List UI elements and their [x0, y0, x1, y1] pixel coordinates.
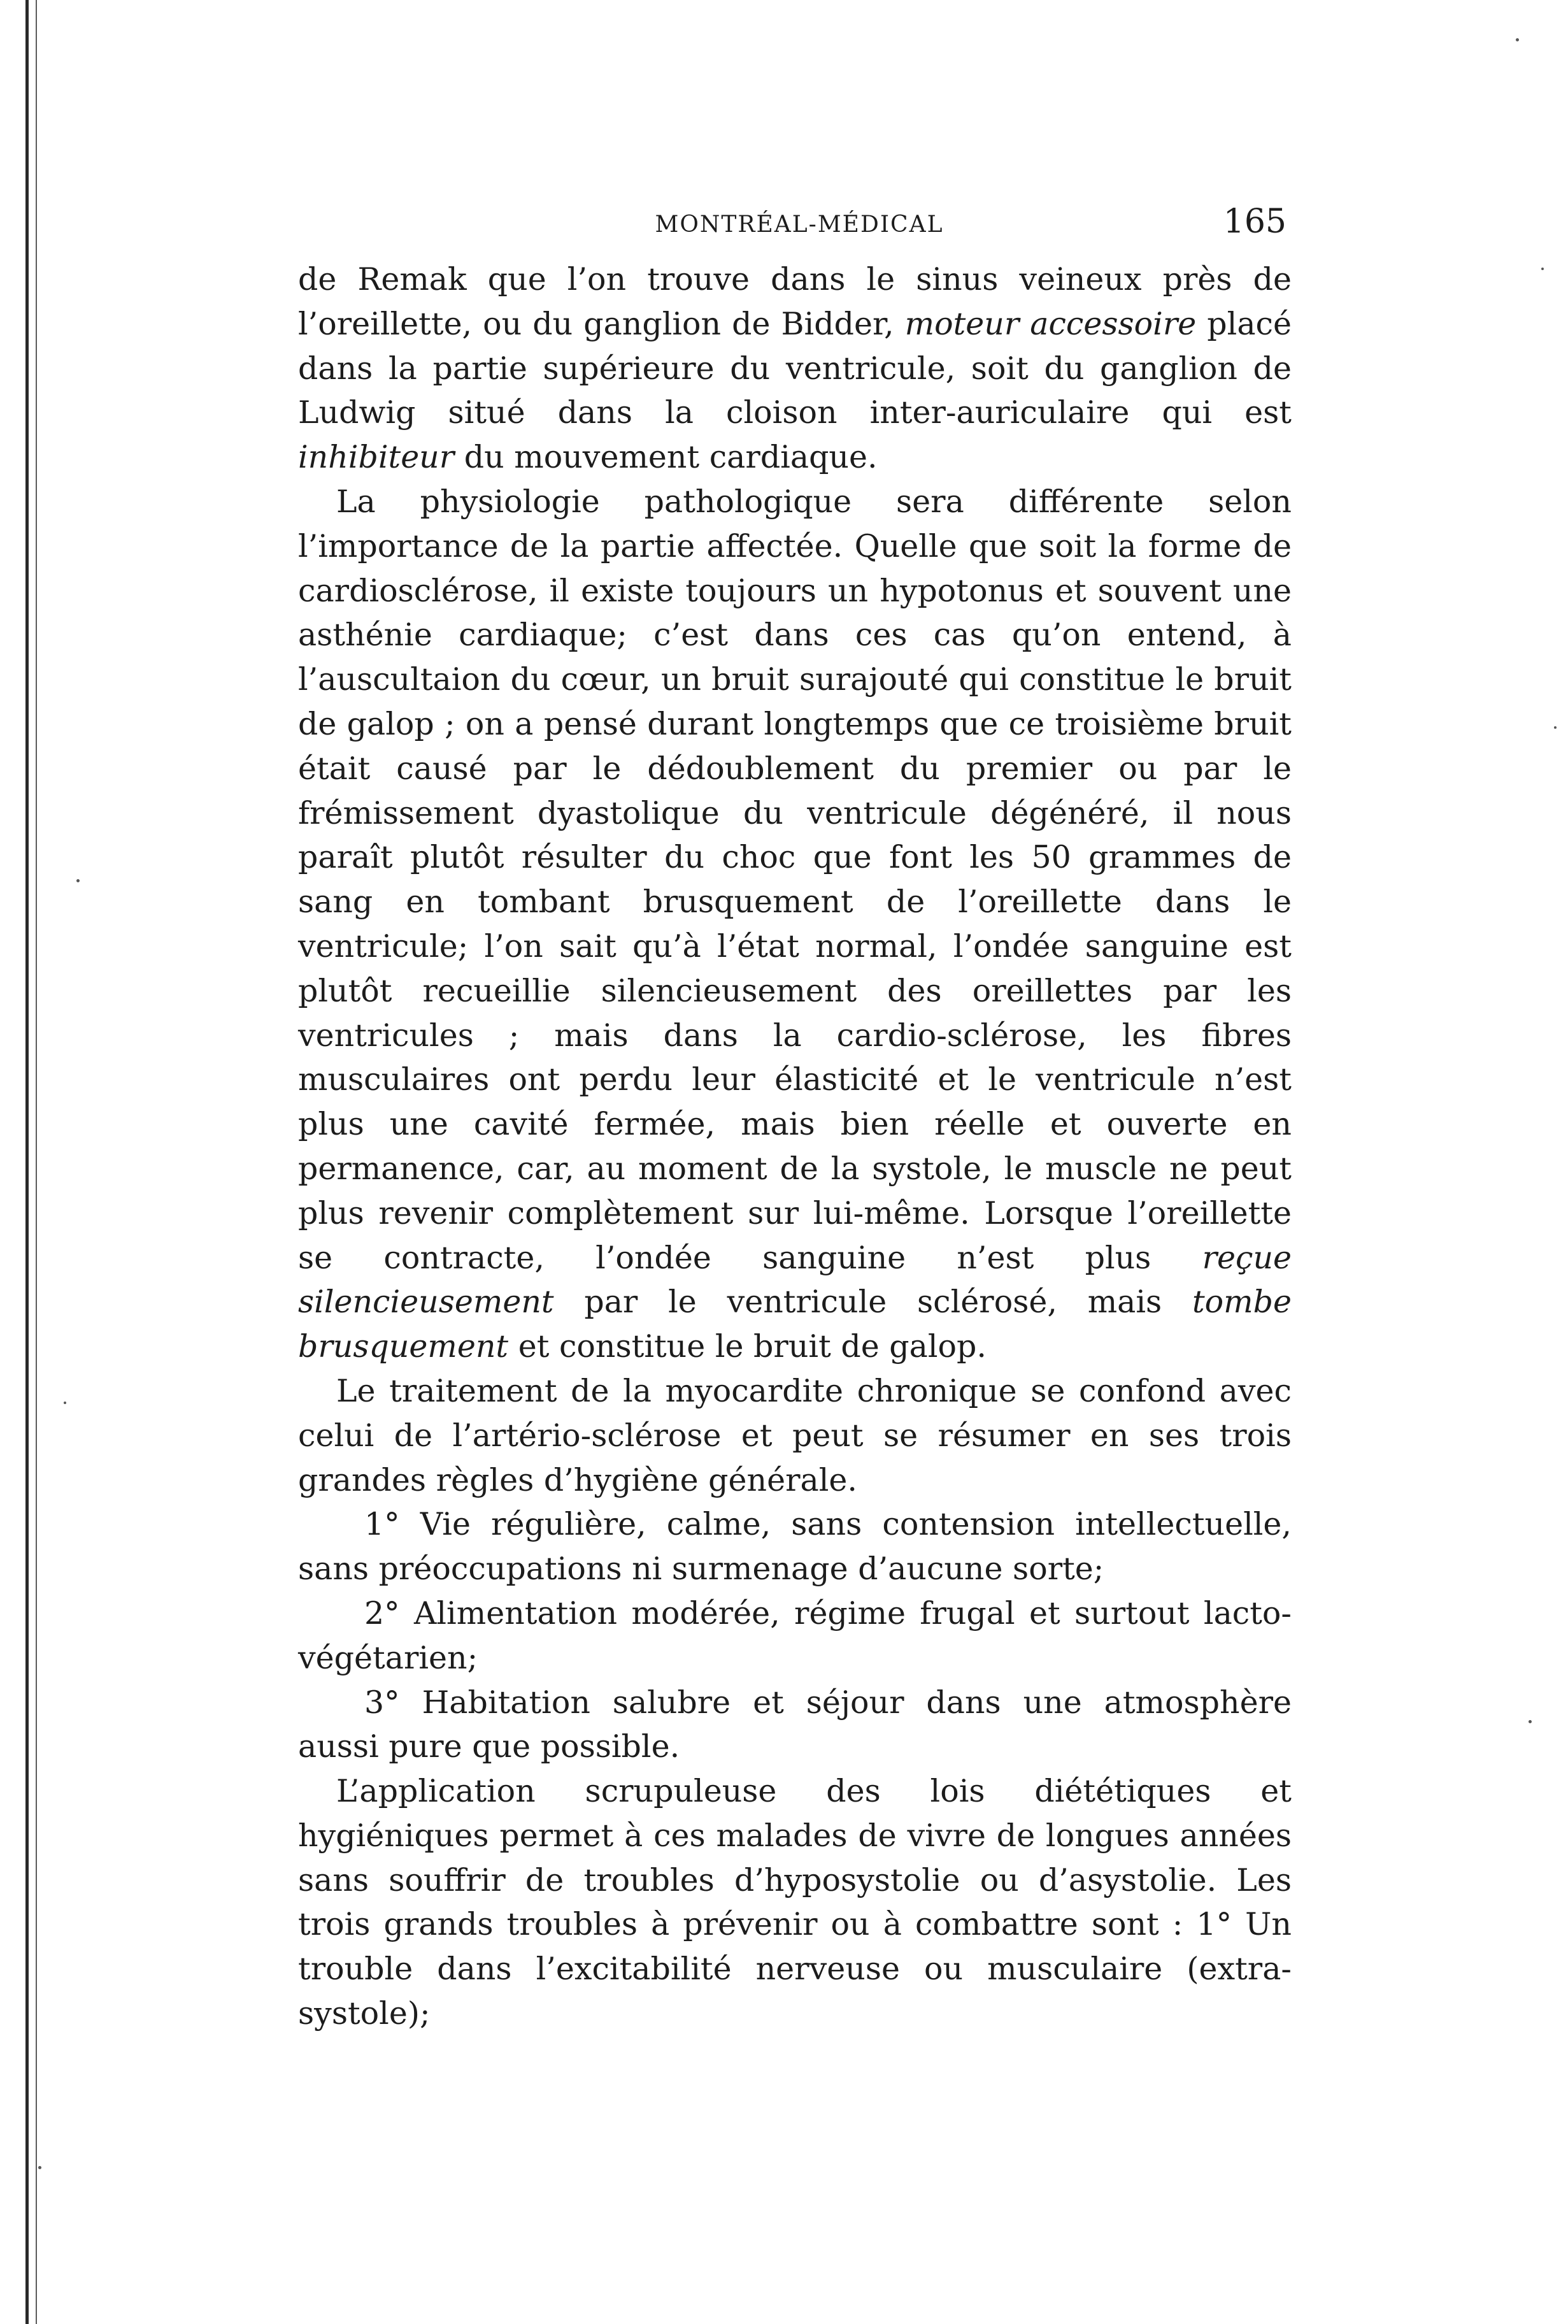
speckle	[64, 1402, 66, 1404]
italic-phrase: reçue silencieusement	[298, 1239, 1292, 1321]
list-item-rule-2: 2° Alimentation modérée, régime frugal et surtout lacto-végétarien;	[298, 1595, 1292, 1676]
paragraph-physiology: La physiologie pathologique sera différente selon l’importance de la partie affectée. Quelle que soit la forme de cardiosclérose, il existe toujours un hypotonus et souvent une asthénie cardiaque; c’est dans ces cas qu’on entend, à l’auscultaion du cœur, un bruit surajouté qui constitue le bruit de galop ; on a pensé durant longtemps que ce troisième bruit était causé par le dédoublement du premier ou par le frémissement dyastolique du ventricule dégénéré, il nous paraît plutôt résulter du choc que font les 50 grammes de sang en tombant brusquement de l’oreillette dans le ventricule; l’on sait qu’à l’état normal, l’ondée sanguine est plutôt recueillie silencieusement des oreillettes par les ventricules ; mais dans la cardio-sclérose, les fibres musculaires ont perdu leur élasticité et le ventricule n’est plus une cavité fermée, mais bien réelle et ouverte en permanence, car, au moment de la systole, le muscle ne peut plus revenir complètement sur lui-même. Lorsque l’oreillette se contracte, l’ondée sanguine n’est plus reçue silencieusement par le ventricule sclérosé, mais tombe brusquement et constitue le bruit de galop.	[298, 483, 1292, 1365]
paragraph-treatment: Le traitement de la myocardite chronique se confond avec celui de l’artério-sclérose et peut se résumer en ses trois grandes règles d’hygiène générale.	[298, 1372, 1292, 1498]
speckle	[76, 879, 80, 882]
speckle	[1541, 268, 1544, 270]
italic-phrase: tombe brusquement	[298, 1284, 1292, 1365]
paragraph-application: L’application scrupuleuse des lois diététiques et hygiéniques permet à ces malades de vivre de longues années sans souffrir de troubles d’hyposystolie ou d’asystolie. Les trois grands troubles à prévenir ou à combattre sont : 1° Un trouble dans l’excitabilité nerveuse ou musculaire (extra-systole);	[298, 1773, 1292, 2032]
page-number: 165	[1223, 203, 1286, 241]
list-item-rule-1: 1° Vie régulière, calme, sans contension intellectuelle, sans préoccupations ni surmenage d’aucune sorte;	[298, 1506, 1292, 1588]
italic-phrase: moteur accessoire	[904, 305, 1197, 342]
speckle	[1554, 726, 1557, 729]
list-item-rule-3: 3° Habitation salubre et séjour dans une atmosphère aussi pure que possible.	[298, 1684, 1292, 1765]
body-text	[298, 257, 1292, 2036]
scan-left-edge-secondary	[36, 0, 37, 2324]
page-header	[312, 203, 1286, 254]
italic-phrase: inhibiteur	[298, 439, 455, 476]
scan-left-edge	[25, 0, 29, 2324]
speckle	[1516, 38, 1519, 41]
running-title: MONTRÉAL-MÉDICAL	[655, 212, 944, 238]
speckle	[1529, 1720, 1532, 1723]
paragraph-continuation: de Remak que l’on trouve dans le sinus veineux près de l’oreillette, ou du ganglion de Bidder, moteur accessoire placé dans la partie supérieure du ventricule, soit du ganglion de Ludwig situé dans la cloison inter-auriculaire qui est inhibiteur du mouvement cardiaque.	[298, 261, 1292, 476]
speckle	[38, 2166, 41, 2169]
